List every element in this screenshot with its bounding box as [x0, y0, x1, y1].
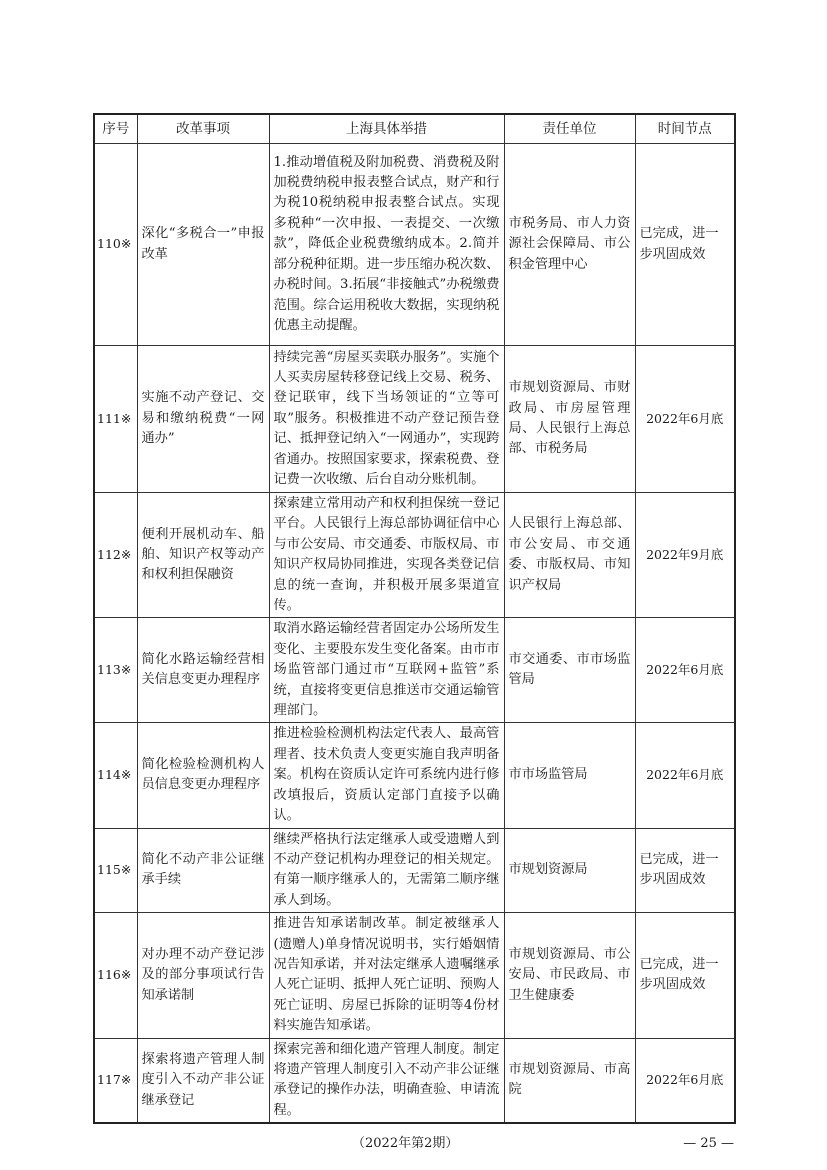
table-row	[94, 723, 735, 828]
shanghai-measures: 推进告知承诺制改革。制定被继承人(遗赠人)单身情况说明书，实行婚姻情况告知承诺，并对法定继承人遗嘱继承人死亡证明、抵押人死亡证明、预购人死亡证明、房屋已拆除的证明等4份材料实施告知承诺。	[269, 913, 504, 1038]
reform-item: 深化“多税合一”申报改革	[137, 144, 269, 346]
row-number: 114※	[94, 723, 137, 828]
time-node: 已完成，进一步巩固成效	[635, 144, 735, 346]
time-node: 已完成，进一步巩固成效	[635, 828, 735, 913]
page-sheet	[93, 113, 734, 1158]
table-row	[94, 1038, 735, 1123]
responsible-units: 市规划资源局、市高院	[504, 1038, 635, 1123]
shanghai-measures: 持续完善“房屋买卖联办服务”。实施个人买卖房屋转移登记线上交易、税务、登记联审，线下当场领证的“立等可取”服务。积极推进不动产登记预告登记、抵押登记纳入“一网通办”，实现跨省通办。按照国家要求，探索税费、登记费一次收缴、后台自动分账机制。	[269, 346, 504, 493]
responsible-units: 市规划资源局、市公安局、市民政局、市卫生健康委	[504, 913, 635, 1038]
reform-item: 对办理不动产登记涉及的部分事项试行告知承诺制	[137, 913, 269, 1038]
table-header-row	[94, 114, 735, 144]
reform-item: 便利开展机动车、船舶、知识产权等动产和权利担保融资	[137, 493, 269, 618]
time-node: 2022年6月底	[635, 1038, 735, 1123]
header-item: 改革事项	[137, 114, 269, 144]
reform-item: 实施不动产登记、交易和缴纳税费“一网通办”	[137, 346, 269, 493]
row-number: 110※	[94, 144, 137, 346]
reform-item: 探索将遗产管理人制度引入不动产非公证继承登记	[137, 1038, 269, 1123]
reform-table	[93, 113, 736, 1124]
time-node: 2022年6月底	[635, 346, 735, 493]
header-time: 时间节点	[635, 114, 735, 144]
header-no: 序号	[94, 114, 137, 144]
responsible-units: 市规划资源局	[504, 828, 635, 913]
responsible-units: 市规划资源局、市财政局、市房屋管理局、人民银行上海总部、市税务局	[504, 346, 635, 493]
header-units: 责任单位	[504, 114, 635, 144]
shanghai-measures: 1.推动增值税及附加税费、消费税及附加税费纳税申报表整合试点，财产和行为税10税纳税申报表整合试点。实现多税种“一次申报、一表提交、一次缴款”，降低企业税费缴纳成本。2.简并部分税种征期。进一步压缩办税次数、办税时间。3.拓展“非接触式”办税缴费范围。综合运用税收大数据，实现纳税优惠主动提醒。	[269, 144, 504, 346]
shanghai-measures: 继续严格执行法定继承人或受遗赠人到不动产登记机构办理登记的相关规定。有第一顺序继承人的，无需第二顺序继承人到场。	[269, 828, 504, 913]
row-number: 115※	[94, 828, 137, 913]
page-number: — 25 —	[683, 1136, 734, 1152]
responsible-units: 人民银行上海总部、市公安局、市交通委、市版权局、市知识产权局	[504, 493, 635, 618]
table-row	[94, 913, 735, 1038]
reform-item: 简化水路运输经营相关信息变更办理程序	[137, 618, 269, 723]
time-node: 2022年6月底	[635, 618, 735, 723]
shanghai-measures: 探索建立常用动产和权利担保统一登记平台。人民银行上海总部协调征信中心与市公安局、市交通委、市版权局、市知识产权局协同推进，实现各类登记信息的统一查询，并积极开展多渠道宣传。	[269, 493, 504, 618]
responsible-units: 市市场监管局	[504, 723, 635, 828]
shanghai-measures: 探索完善和细化遗产管理人制度。制定将遗产管理人制度引入不动产非公证继承登记的操作办法，明确查验、申请流程。	[269, 1038, 504, 1123]
row-number: 117※	[94, 1038, 137, 1123]
table-row	[94, 493, 735, 618]
responsible-units: 市交通委、市市场监管局	[504, 618, 635, 723]
time-node: 2022年9月底	[635, 493, 735, 618]
table-row	[94, 618, 735, 723]
responsible-units: 市税务局、市人力资源社会保障局、市公积金管理中心	[504, 144, 635, 346]
table-row	[94, 144, 735, 346]
shanghai-measures: 推进检验检测机构法定代表人、最高管理者、技术负责人变更实施自我声明备案。机构在资质认定许可系统内进行修改填报后，资质认定部门直接予以确认。	[269, 723, 504, 828]
row-number: 111※	[94, 346, 137, 493]
reform-item: 简化不动产非公证继承手续	[137, 828, 269, 913]
row-number: 113※	[94, 618, 137, 723]
issue-label: （2022年第2期）	[352, 1136, 459, 1152]
row-number: 112※	[94, 493, 137, 618]
time-node: 2022年6月底	[635, 723, 735, 828]
header-measures: 上海具体举措	[269, 114, 504, 144]
shanghai-measures: 取消水路运输经营者固定办公场所发生变化、主要股东发生变化备案。由市市场监管部门通过市“互联网+监管”系统，直接将变更信息推送市交通运输管理部门。	[269, 618, 504, 723]
table-row	[94, 828, 735, 913]
page-footer	[93, 1134, 734, 1158]
time-node: 已完成，进一步巩固成效	[635, 913, 735, 1038]
reform-item: 简化检验检测机构人员信息变更办理程序	[137, 723, 269, 828]
table-row	[94, 346, 735, 493]
row-number: 116※	[94, 913, 137, 1038]
